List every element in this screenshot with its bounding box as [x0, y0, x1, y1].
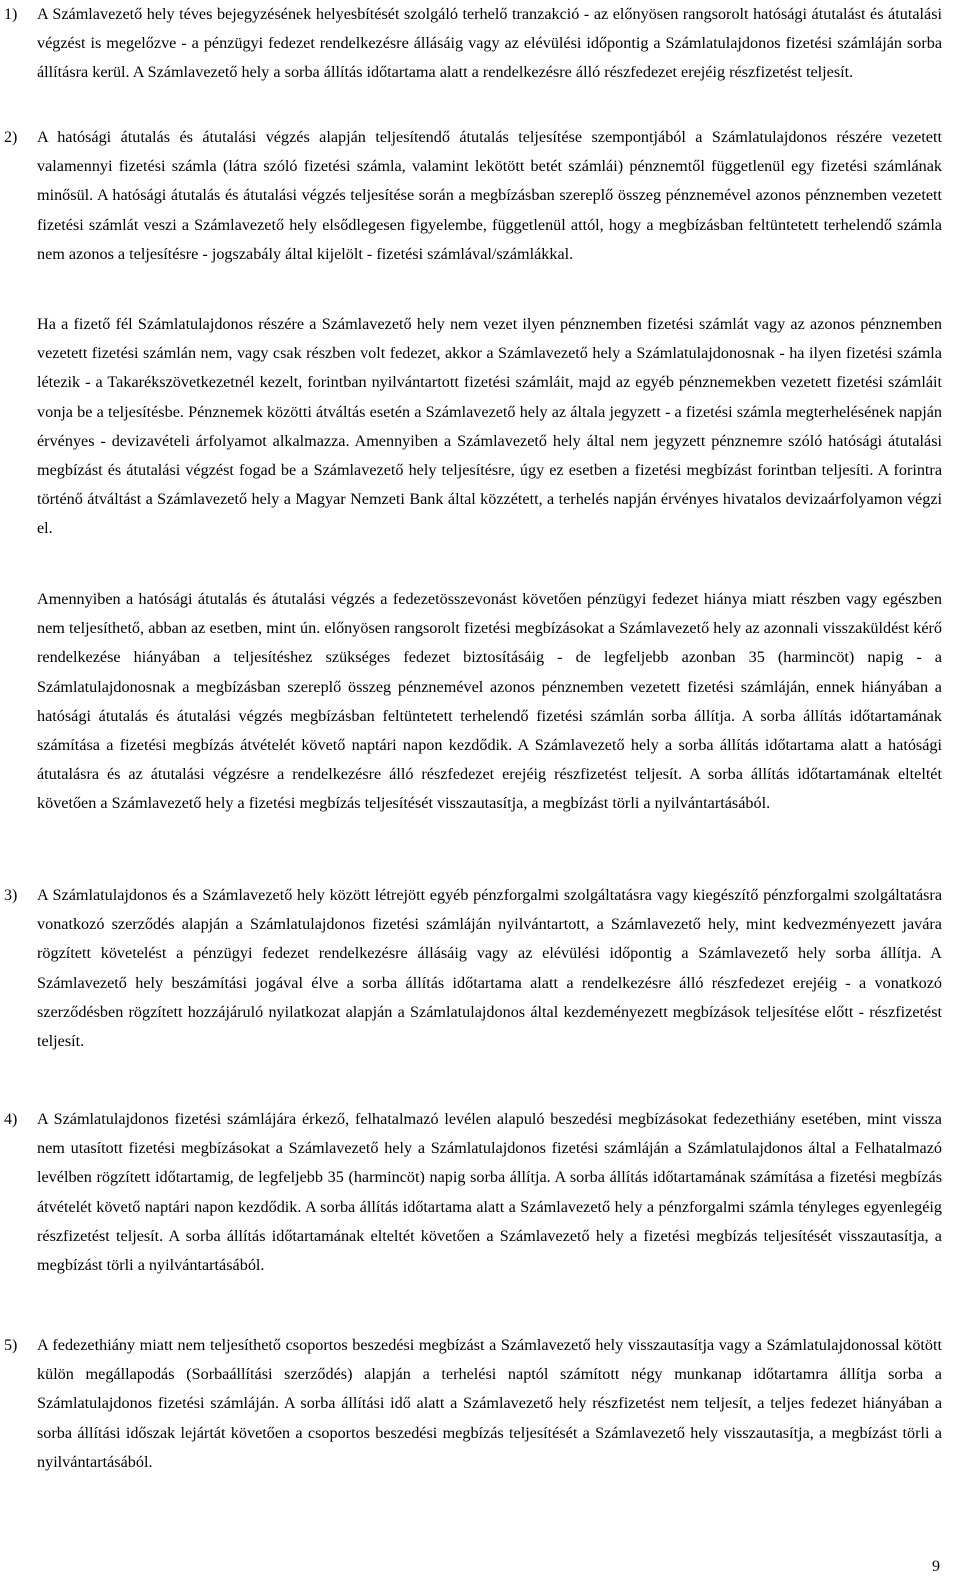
paragraph: A hatósági átutalás és átutalási végzés alapján teljesítendő átutalás teljesítése szempontjából a Számlatulajdonos részére vezetett valamennyi fizetési számla (látra szóló fizetési számla, valamint lekötött betét számlái) pénznemtől függetlenül egy fizetési számlának minősül. A hatósági átutalás és átutalási végzés teljesítése során a megbízásban szereplő összeg pénznemével azonos pénznemben vezetett fizetési számlát veszi a Számlavezető hely elsődlegesen figyelembe, függetlenül attól, hogy a megbízásban feltüntetett terhelendő számla nem azonos a teljesítésre - jogszabály által kijelölt - fizetési számlával/számlákkal.	[37, 128, 942, 263]
paragraph: Ha a fizető fél Számlatulajdonos részére a Számlavezető hely nem vezet ilyen pénznemben fizetési számlát vagy az azonos pénznemben vezetett fizetési számlán nem, vagy csak részben volt fedezet, akkor a Számlavezető hely a Számlatulajdonosnak - ha ilyen fizetési számla létezik - a Takarékszövetkezetnél kezelt, forintban nyilvántartott fizetési számláit, majd az egyéb pénznemekben vezetett fizetési számláit vonja be a teljesítésbe. Pénznemek közötti átváltás esetén a Számlavezető hely az általa jegyzett - a fizetési számla megterhelésének napján érvényes - devizavételi árfolyamot alkalmazza. Amennyiben a Számlavezető hely által nem jegyzett pénznemre szóló hatósági átutalási megbízást és átutalási végzést fogad be a Számlavezető hely teljesítésre, úgy ez esetben a fizetési megbízást forintban teljesíti. A forintra történő átváltást a Számlavezető hely a Magyar Nemzeti Bank által közzétett, a terhelés napján érvényes hivatalos devizaárfolyamon végzi el.	[37, 315, 942, 538]
paragraph: A Számlatulajdonos fizetési számlájára érkező, felhatalmazó levélen alapuló beszedési megbízásokat fedezethiány esetében, mint vissza nem utasított fizetési megbízásokat a Számlavezető hely a Számlatulajdonos fizetési számláján a Számlatulajdonos által a Felhatalmazó levélben rögzített időtartamig, de legfeljebb 35 (harmincöt) napig sorba állítja. A sorba állítás időtartamának számítása a fizetési megbízás átvételét követő naptári napon kezdődik. A sorba állítás időtartama alatt a Számlavezető hely a pénzforgalmi számla tényleges egyenlegéig részfizetést teljesít. A sorba állítás időtartamának elteltét követően a Számlavezető hely a fizetési megbízás teljesítését visszautasítja, a megbízást törli a nyilvántartásából.	[37, 1110, 942, 1275]
paragraph: A fedezethiány miatt nem teljesíthető csoportos beszedési megbízást a Számlavezető hely visszautasítja vagy a Számlatulajdonossal kötött külön megállapodás (Sorbaállítási szerződés) alapján a terhelési naptól számított négy munkanap időtartamra állítja sorba a Számlatulajdonos fizetési számláján. A sorba állítási idő alatt a Számlavezető hely részfizetést nem teljesít, a teljes fedezet hiányában a sorba állítási időszak lejártát követően a csoportos beszedési megbízás teljesítését a Számlavezető hely visszautasítja, a megbízást törli a nyilvántartásából.	[37, 1336, 942, 1471]
paragraph: A Számlatulajdonos és a Számlavezető hely között létrejött egyéb pénzforgalmi szolgáltatásra vagy kiegészítő pénzforgalmi szolgáltatásra vonatkozó szerződés alapján a Számlatulajdonos fizetési számláján nyilvántartott, a Számlavezető hely, mint kedvezményezett javára rögzített követelést a pénzügyi fedezet rendelkezésre állásáig vagy az elévülési időpontig a Számlavezető hely sorba állítja. A Számlavezető hely beszámítási jogával élve a sorba állítás időtartama alatt a rendelkezésre álló részfedezet erejéig - a vonatkozó szerződésben rögzített hozzájáruló nyilatkozat alapján a Számlatulajdonos által kezdeményezett megbízások teljesítése előtt - részfizetést teljesít.	[37, 886, 942, 1051]
item-number: 1)	[4, 6, 18, 23]
paragraph: Amennyiben a hatósági átutalás és átutalási végzés a fedezetösszevonást követően pénzügyi fedezet hiánya miatt részben vagy egészben nem teljesíthető, abban az esetben, mint ún. előnyösen rangsorolt fizetési megbízásokat a Számlavezető hely az azonnali visszaküldést kérő rendelkezése hiányában a teljesítéshez szükséges fedezet biztosításáig - de legfeljebb azonban 35 (harmincöt) napig - a Számlatulajdonosnak a megbízásban szereplő összeg pénznemével azonos pénznemben vezetett fizetési számláján, ennek hiányában a hatósági átutalás és átutalási végzés megbízásban feltüntetett terhelendő fizetési számlán sorba állítja. A sorba állítás időtartamának számítása a fizetési megbízás átvételét követő naptári napon kezdődik. A Számlavezető hely a sorba állítás időtartama alatt a hatósági átutalásra és az átutalási végzésre a rendelkezésre álló részfedezet erejéig részfizetést teljesít. A sorba állítás időtartamának elteltét követően a Számlavezető hely a fizetési megbízás teljesítését visszautasítja, a megbízást törli a nyilvántartásából.	[37, 590, 942, 813]
item-number: 4)	[4, 1111, 18, 1128]
page-number: 9	[932, 1558, 940, 1575]
item-number: 2)	[4, 129, 18, 146]
paragraph: A Számlavezető hely téves bejegyzésének helyesbítését szolgáló terhelő tranzakció - az előnyösen rangsorolt hatósági átutalást és átutalási végzést is megelőzve - a pénzügyi fedezet rendelkezésre állásáig vagy az elévülési időpontig a Számlatulajdonos fizetési számláján sorba állításra kerül. A Számlavezető hely a sorba állítás időtartama alatt a rendelkezésre álló részfedezet erejéig részfizetést teljesít.	[37, 5, 942, 82]
item-number: 3)	[4, 887, 18, 904]
item-number: 5)	[4, 1337, 18, 1354]
